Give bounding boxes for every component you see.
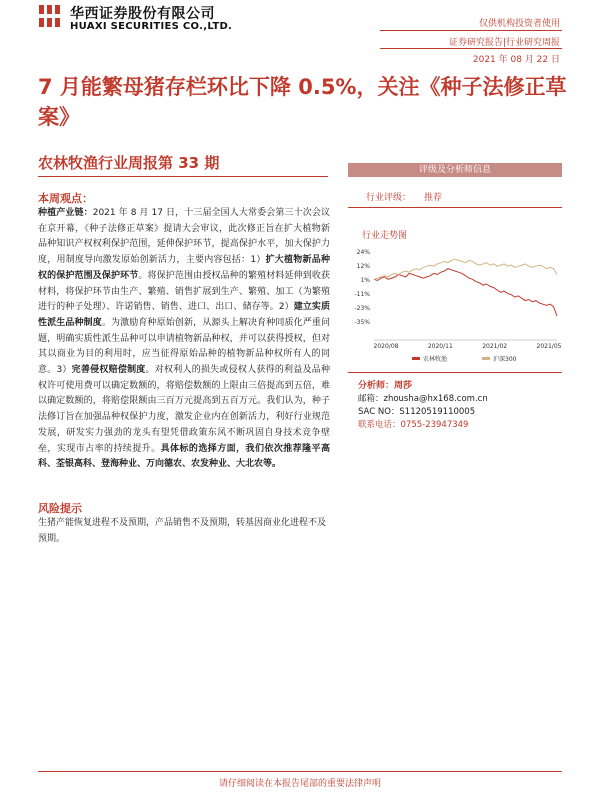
body-text: 。对权利人的损失或侵权人获得的利益及品种权许可使用费可以确定数额的，将赔偿数额的上限由三倍提高到五倍，难以确定数额的，将赔偿限额由三百万元提高到五百万元。我们认为，种子法修订旨在加强品种权保护力度，激发企业内在创新活力，利好行业规范发展，研发实力强劲的龙头有望凭借政策东风不断巩固自身技术竞争壁垒，实现市占率的持续提升。 bbox=[38, 365, 330, 454]
trend-chart-title: 行业走势图 bbox=[362, 231, 408, 241]
rating-label: 行业评级： bbox=[366, 193, 412, 203]
audience-note: 仅供机构投资者使用 bbox=[478, 19, 560, 29]
y-tick-label: -11% bbox=[354, 291, 370, 298]
x-tick-label: 2021/05 bbox=[536, 343, 562, 350]
body-text: 。为激励育种原始创新，从源头上解决育种同质化严重问题，明确实质性派生品种可以申请植物新品种权，并可以获得授权，但对其以商业为目的利用时，应当征得原始品种的植物新品种权所有人的同意。3） bbox=[38, 317, 330, 376]
analyst-email[interactable]: 邮箱：zhousha@hx168.com.cn bbox=[358, 394, 488, 404]
rating-panel-header: 评级及分析师信息 bbox=[348, 163, 562, 177]
subtitle-divider bbox=[38, 176, 328, 177]
bold-point-2: 建立实质性派生品种制度 bbox=[38, 302, 330, 328]
y-tick-label: 24% bbox=[356, 249, 370, 256]
bold-point-1: 扩大植物新品种权的保护范围及保护环节 bbox=[38, 255, 330, 281]
header-divider bbox=[380, 30, 562, 31]
body-text: 2021 年 8 月 17 日，十三届全国人大常委会第三十次会议在京开幕，《种子法修正草案》提请大会审议，此次修正旨在扩大植物新品种知识产权权利保护范围，延伸保护环节，提高保护水平，加大保护力度，用制度导向激发原始创新活力，主要内容包括：1） bbox=[38, 208, 330, 266]
company-name-en: HUAXI SECURITIES CO.,LTD. bbox=[70, 21, 233, 32]
x-tick-label: 2021/02 bbox=[482, 343, 508, 350]
y-tick-label: 1% bbox=[360, 277, 370, 284]
y-tick-label: -23% bbox=[354, 305, 370, 312]
lead-text: 种植产业链： bbox=[38, 208, 93, 218]
legend-swatch bbox=[482, 357, 490, 360]
company-logo-icon bbox=[38, 4, 62, 28]
x-tick-label: 2020/11 bbox=[427, 343, 453, 350]
report-type: 证券研究报告|行业研究周报 bbox=[448, 38, 560, 48]
section-heading-views: 本周观点： bbox=[38, 192, 93, 205]
analyst-sac-number: SAC NO：S1120519110005 bbox=[358, 407, 476, 417]
recommendation-text: 具体标的选择方面，我们依次推荐隆平高科、荃银高科、登海种业、万向德农、农发种业、大北农等。 bbox=[38, 443, 330, 470]
y-tick-label: -35% bbox=[354, 319, 370, 326]
footer-divider bbox=[38, 771, 562, 772]
report-subtitle: 农林牧渔行业周报第 33 期 bbox=[38, 154, 220, 172]
trend-chart bbox=[352, 244, 562, 366]
report-date: 2021 年 08 月 22 日 bbox=[472, 55, 560, 65]
risk-paragraph: 生猪产能恢复进程不及预期，产品销售不及预期，转基因商业化进程不及预期。 bbox=[38, 518, 327, 544]
legend-label: 农林牧渔 bbox=[423, 356, 448, 363]
report-title: 7 月能繁母猪存栏环比下降 0.5%，关注《种子法修正草案》 bbox=[38, 75, 567, 129]
company-name-cn: 华西证券股份有限公司 bbox=[70, 6, 215, 22]
header-divider bbox=[380, 48, 562, 49]
body-text: 。将保护范围由授权品种的繁殖材料延伸到收获材料，将保护环节由生产、繁殖、销售扩展到生产、繁殖、加工（为繁殖进行的种子处理）、许诺销售、销售、进口、出口、储存等。2） bbox=[38, 270, 330, 313]
y-tick-label: 12% bbox=[356, 263, 370, 270]
legend-swatch bbox=[412, 357, 420, 360]
rating-value: 推荐 bbox=[424, 193, 443, 203]
series-line-agriculture bbox=[374, 269, 557, 317]
body-paragraph bbox=[38, 206, 330, 473]
section-heading-risk: 风险提示 bbox=[38, 502, 82, 515]
rating-divider bbox=[348, 207, 562, 208]
legal-disclaimer-link[interactable]: 请仔细阅读在本报告尾部的重要法律声明 bbox=[218, 779, 381, 789]
legend-label: 沪深300 bbox=[493, 356, 517, 363]
analyst-phone: 联系电话：0755-23947349 bbox=[358, 420, 469, 430]
analyst-name: 分析师：周莎 bbox=[358, 381, 413, 391]
bold-point-3: 完善侵权赔偿制度 bbox=[71, 365, 146, 376]
x-tick-label: 2020/08 bbox=[373, 343, 399, 350]
